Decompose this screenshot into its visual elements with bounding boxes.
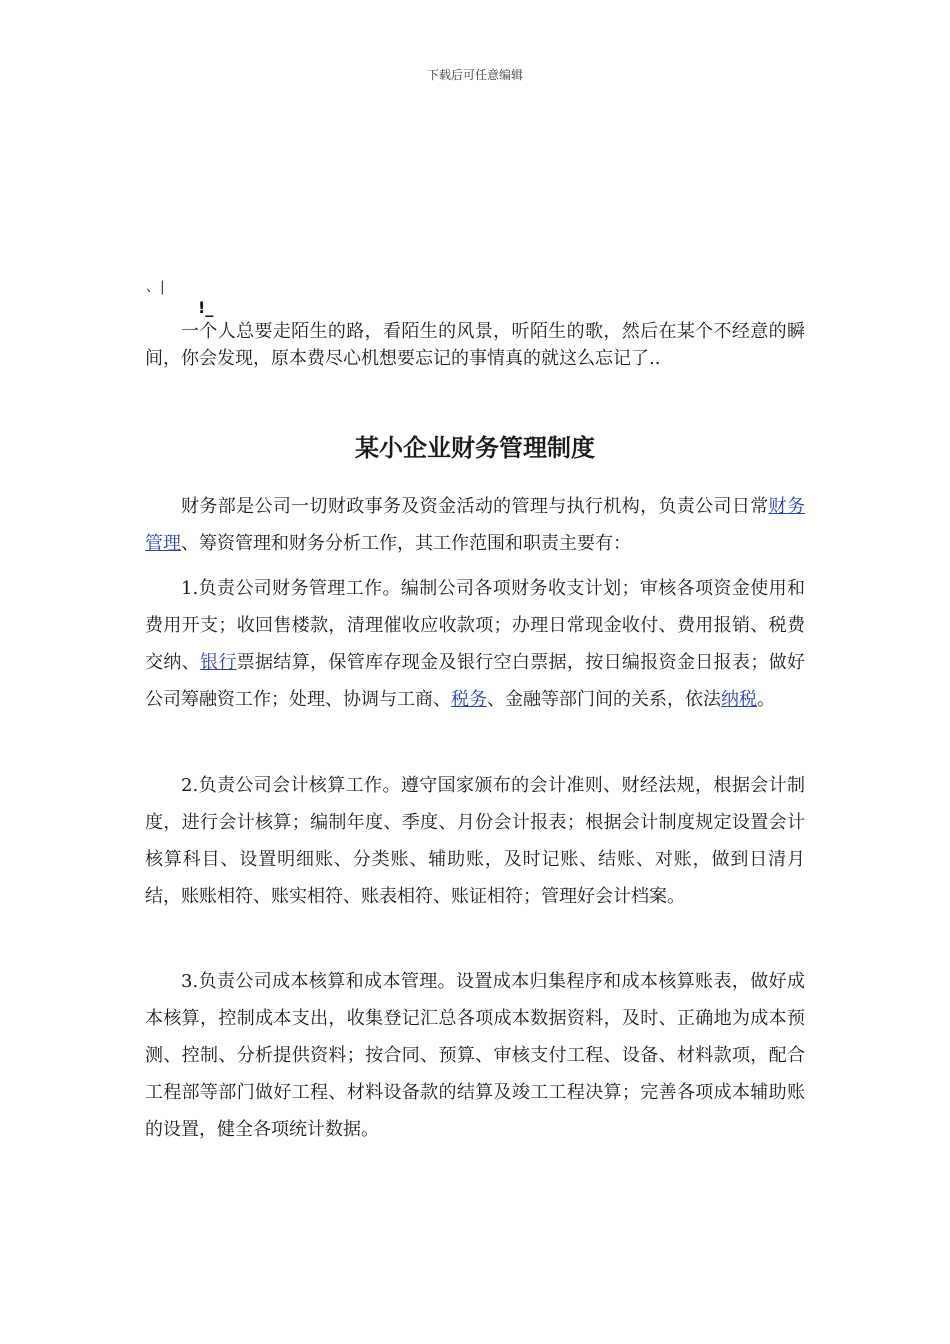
duty-item-1	[145, 570, 805, 718]
item1-text-3: 、金融等部门间的关系，依法	[487, 689, 721, 710]
duty-item-3: 3.负责公司成本核算和成本管理。设置成本归集程序和成本核算账表，做好成本核算，控制成本支出，收集登记汇总各项成本数据资料，及时、正确地为成本预测、控制、分析提供资料；按合同、预算、审核支付工程、设备、材料款项，配合工程部等部门做好工程、材料设备款的结算及竣工工程决算；完善各项成本辅助账的设置，健全各项统计数据。	[145, 971, 805, 1140]
stray-mark-2: !_	[198, 298, 214, 317]
duty-item-2: 2.负责公司会计核算工作。遵守国家颁布的会计准则、财经法规，根据会计制度，进行会计核算；编制年度、季度、月份会计报表；根据会计制度规定设置会计核算科目、设置明细账、分类账、辅助账，及时记账、结账、对账，做到日清月结，账账相符、账实相符、账表相符、账证相符；管理好会计档案。	[145, 775, 805, 907]
intro-text-2: 、筹资管理和财务分析工作，其工作范围和职责主要有：	[181, 533, 631, 554]
stray-mark-1: 、|	[146, 279, 165, 295]
link-financial-management[interactable]: 财务管理	[145, 496, 806, 554]
item1-text-2: 票据结算，保管库存现金及银行空白票据，按日编报资金日报表；做好公司筹融资工作；处理、协调与工商、	[145, 652, 806, 710]
intro-paragraph	[145, 488, 805, 562]
document-title: 某小企业财务管理制度	[355, 434, 595, 462]
intro-text-1: 财务部是公司一切财政事务及资金活动的管理与执行机构，负责公司日常	[181, 496, 769, 517]
quote-paragraph: 一个人总要走陌生的路，看陌生的风景，听陌生的歌，然后在某个不经意的瞬间，你会发现，原本费尽心机想要忘记的事情真的就这么忘记了..	[145, 321, 805, 369]
item1-text-1: 1.负责公司财务管理工作。编制公司各项财务收支计划；审核各项资金使用和费用开支；收回售楼款，清理催收应收款项；办理日常现金收付、费用报销、税费交纳、	[145, 578, 805, 673]
link-tax-payment[interactable]: 纳税	[721, 689, 757, 710]
link-bank[interactable]: 银行	[200, 652, 237, 673]
page-header: 下载后可任意编辑	[426, 68, 523, 82]
link-tax-affairs[interactable]: 税务	[451, 689, 487, 710]
item1-text-4: 。	[757, 689, 775, 710]
